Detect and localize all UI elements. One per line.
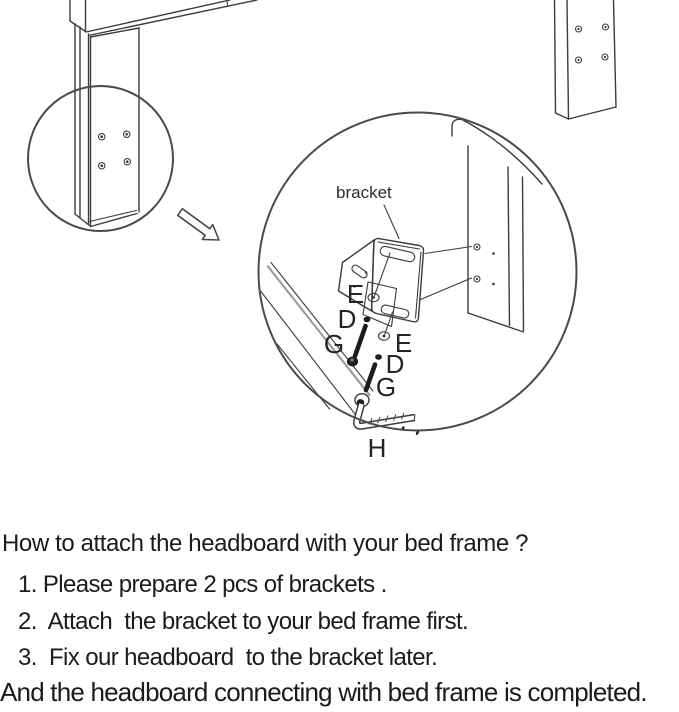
bracket-slot-bottom — [380, 304, 409, 319]
instructions-footer: And the headboard connecting with bed frame is completed. — [0, 677, 647, 707]
part-label-d2: D — [385, 349, 405, 379]
spring-washer-d1 — [364, 317, 371, 323]
magnified-bracket-view — [261, 119, 542, 463]
bracket-flange-slot — [351, 264, 369, 279]
part-label-g1: G — [323, 329, 345, 359]
large-magnifier-circle — [259, 113, 577, 431]
headboard-leg-right — [555, 0, 617, 119]
part-label-e1: E — [346, 279, 365, 309]
headboard-panel — [70, 0, 257, 36]
small-magnifier-circle — [28, 86, 173, 231]
part-label-e2: E — [394, 328, 413, 358]
part-label-g2: G — [375, 372, 397, 402]
bracket-slot-top — [379, 245, 415, 262]
leg-right-holes — [576, 24, 609, 63]
instruction-step-3: 3. Fix our headboard to the bracket later. — [18, 644, 438, 671]
instruction-step-1: 1. Please prepare 2 pcs of brackets . — [18, 571, 387, 598]
instructions-title: How to attach the headboard with your bed frame ? — [2, 530, 529, 557]
post-holes — [474, 244, 495, 285]
bed-post — [452, 119, 542, 332]
leader-lines — [384, 205, 472, 300]
part-label-h: H — [367, 433, 387, 463]
bolt-g2 — [366, 365, 375, 391]
spring-washer-d2 — [375, 354, 382, 360]
leg-holes — [99, 131, 131, 169]
bolt-g1 — [355, 326, 366, 356]
part-label-d1: D — [337, 304, 357, 334]
instruction-step-2: 2. Attach the bracket to your bed frame first. — [18, 608, 469, 635]
bracket-label: bracket — [336, 183, 392, 202]
hex-key — [357, 404, 415, 426]
zoom-arrow-icon — [178, 209, 219, 240]
headboard-leg — [75, 24, 139, 227]
